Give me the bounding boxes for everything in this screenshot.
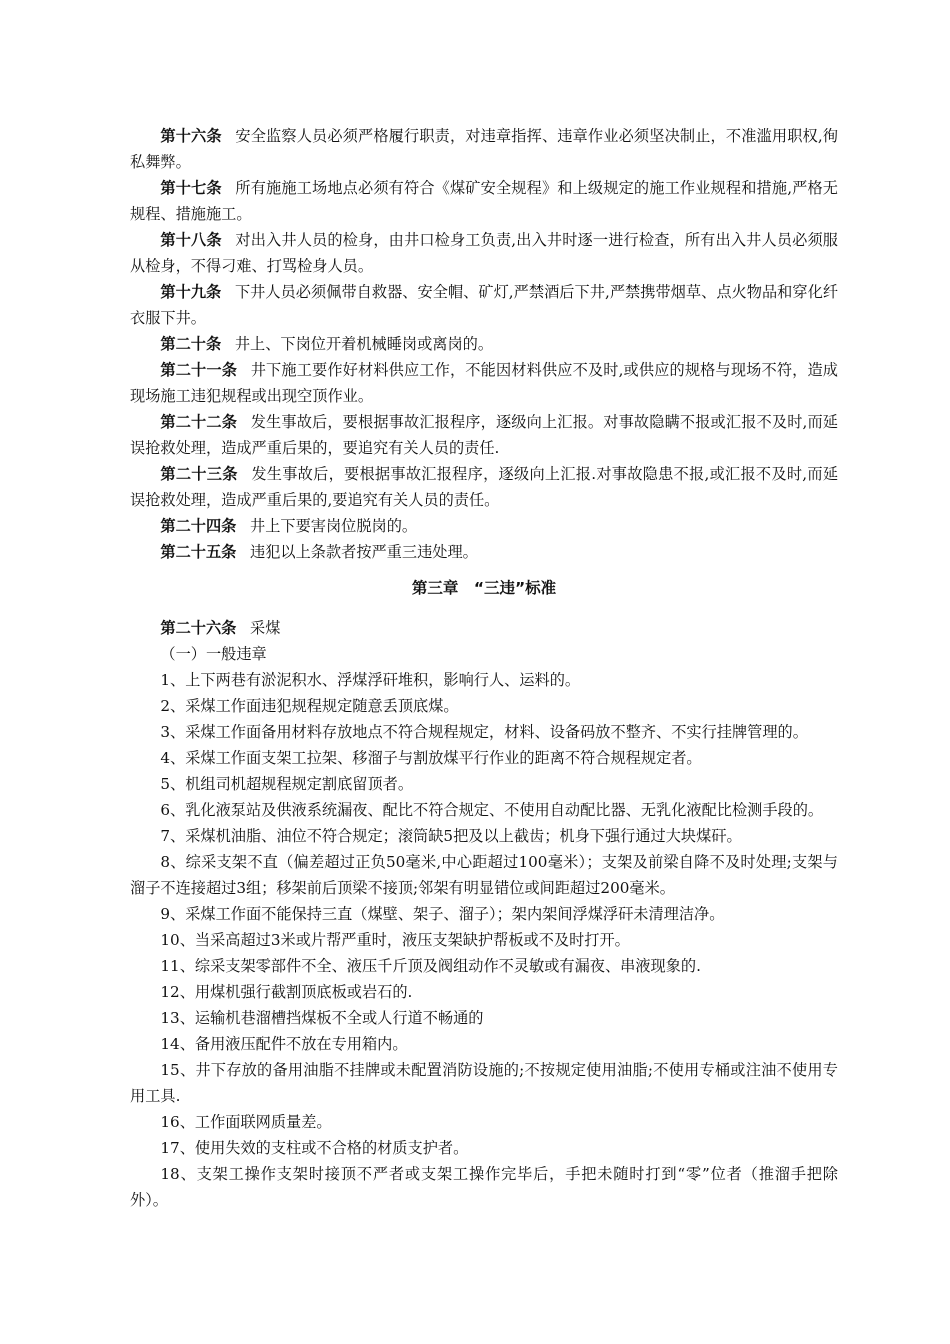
article-number: 第十七条	[160, 179, 222, 197]
article-number: 第二十条	[160, 335, 222, 353]
article-number: 第二十五条	[160, 543, 237, 561]
list-item: 18、支架工操作支架时接顶不严者或支架工操作完毕后，手把未随时打到“零”位者（推溜手把除外）。	[130, 1165, 838, 1209]
article-text: 违犯以上条款者按严重三违处理。	[250, 543, 478, 561]
article-number: 第十九条	[160, 283, 222, 301]
list-item: 2、采煤工作面违犯规程规定随意丢顶底煤。	[160, 697, 459, 715]
section-title: （一）一般违章	[160, 645, 267, 663]
article-number: 第二十六条	[160, 619, 237, 637]
article-21	[130, 357, 838, 409]
list-item: 4、采煤工作面支架工拉架、移溜子与割放煤平行作业的距离不符合规程规定者。	[160, 749, 702, 767]
article-text: 发生事故后，要根据事故汇报程序，逐级向上汇报。对事故隐瞒不报或汇报不及时,而延误抢救处理，造成严重后果的，要追究有关人员的责任.	[130, 413, 838, 457]
list-item: 3、采煤工作面备用材料存放地点不符合规程规定，材料、设备码放不整齐、不实行挂牌管理的。	[160, 723, 808, 741]
list-item: 11、综采支架零部件不全、液压千斤顶及阀组动作不灵敏或有漏夜、串液现象的.	[160, 957, 701, 975]
article-17	[130, 175, 838, 227]
article-number: 第二十四条	[160, 517, 237, 535]
list-item: 15、井下存放的备用油脂不挂牌或未配置消防设施的;不按规定使用油脂;不使用专桶或注油不使用专用工具.	[130, 1061, 838, 1105]
article-22	[130, 409, 838, 461]
article-23	[130, 461, 838, 513]
list-item: 13、运输机巷溜槽挡煤板不全或人行道不畅通的	[160, 1009, 484, 1027]
list-item: 8、综采支架不直（偏差超过正负50毫米,中心距超过100毫米）；支架及前梁自降不及时处理;支架与溜子不连接超过3组；移架前后顶梁不接顶;邻架有明显错位或间距超过200毫米。	[130, 853, 838, 897]
article-text: 下井人员必须佩带自救器、安全帽、矿灯,严禁酒后下井,严禁携带烟草、点火物品和穿化纤衣服下井。	[130, 283, 839, 327]
article-number: 第二十三条	[160, 465, 238, 483]
article-20	[130, 331, 838, 357]
list-item: 1、上下两巷有淤泥积水、浮煤浮矸堆积，影响行人、运料的。	[160, 671, 581, 689]
article-24	[130, 513, 838, 539]
list-item: 7、采煤机油脂、油位不符合规定；滚筒缺5把及以上截齿；机身下强行通过大块煤矸。	[160, 827, 742, 845]
list-item: 6、乳化液泵站及供液系统漏夜、配比不符合规定、不使用自动配比器、无乳化液配比检测手段的。	[160, 801, 824, 819]
list-item: 12、用煤机强行截割顶底板或岩石的.	[160, 983, 413, 1001]
article-text: 发生事故后，要根据事故汇报程序，逐级向上汇报.对事故隐患不报,或汇报不及时,而延误抢救处理，造成严重后果的,要追究有关人员的责任。	[130, 465, 839, 509]
article-16	[130, 123, 838, 175]
article-number: 第十八条	[160, 231, 222, 249]
article-text: 井上下要害岗位脱岗的。	[250, 517, 418, 535]
article-text: 对出入井人员的检身，由井口检身工负责,出入井时逐一进行检查，所有出入井人员必须服从检身，不得刁难、打骂检身人员。	[130, 231, 838, 275]
list-item: 5、机组司机超规程规定割底留顶者。	[160, 775, 414, 793]
article-text: 井上、下岗位开着机械睡岗或离岗的。	[234, 335, 493, 353]
chapter-title: 第三章 “三违”标准	[411, 579, 557, 597]
document-page	[130, 123, 838, 1213]
article-number: 第二十一条	[160, 361, 238, 379]
article-18	[130, 227, 838, 279]
list-item: 17、使用失效的支柱或不合格的材质支护者。	[160, 1139, 469, 1157]
list-item: 10、当采高超过3米或片帮严重时，液压支架缺护帮板或不及时打开。	[160, 931, 630, 949]
article-text: 井下施工要作好材料供应工作，不能因材料供应不及时,或供应的规格与现场不符，造成现场施工违犯规程或出现空顶作业。	[130, 361, 838, 405]
article-25	[130, 539, 838, 565]
article-text: 安全监察人员必须严格履行职责，对违章指挥、违章作业必须坚决制止，不准滥用职权,徇私舞弊。	[130, 127, 838, 171]
article-19	[130, 279, 838, 331]
article-number: 第二十二条	[160, 413, 238, 431]
article-text: 采煤	[250, 619, 281, 637]
list-item: 9、采煤工作面不能保持三直（煤壁、架子、溜子）；架内架间浮煤浮矸未清理洁净。	[160, 905, 725, 923]
article-number: 第十六条	[160, 127, 222, 145]
article-text: 所有施施工场地点必须有符合《煤矿安全规程》和上级规定的施工作业规程和措施,严格无规程、措施施工。	[130, 179, 838, 223]
list-item: 14、备用液压配件不放在专用箱内。	[160, 1035, 408, 1053]
article-26	[130, 615, 838, 641]
list-item: 16、工作面联网质量差。	[160, 1113, 332, 1131]
